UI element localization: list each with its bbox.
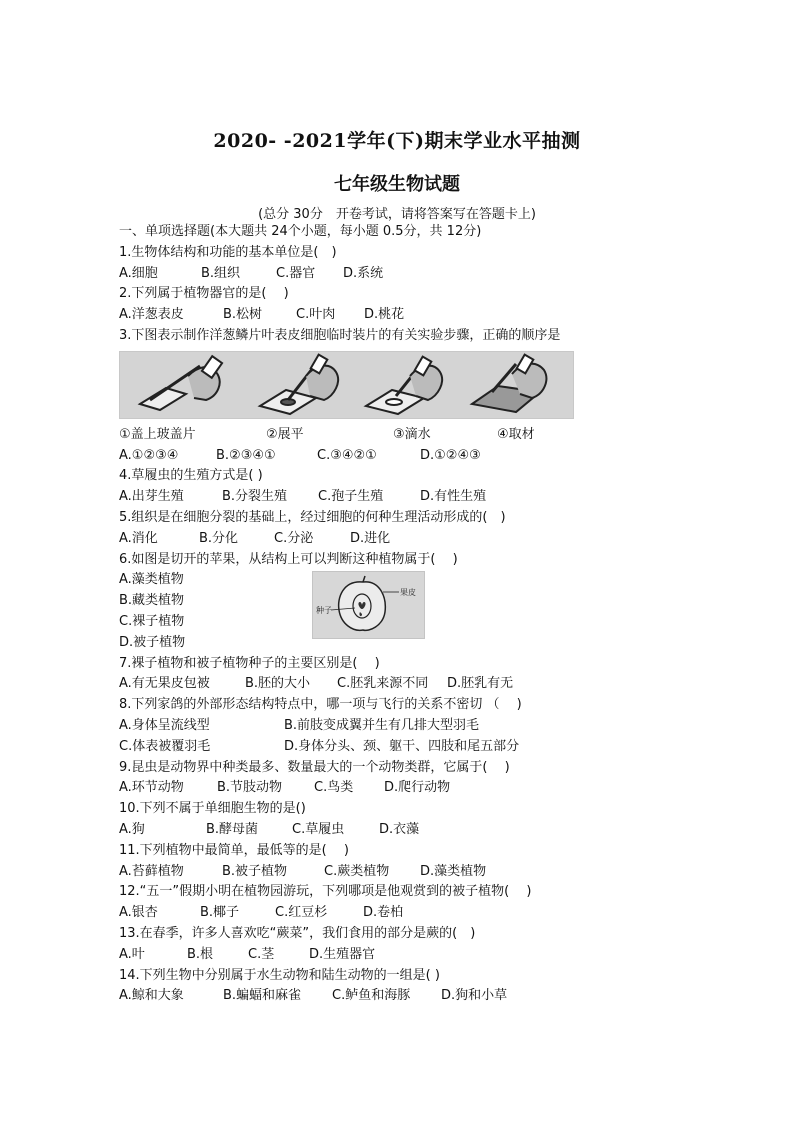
question-options bbox=[119, 778, 719, 799]
question-options bbox=[119, 529, 719, 550]
step-label: ①盖上玻盖片 bbox=[119, 426, 196, 442]
option: A.苔藓植物 bbox=[119, 863, 184, 879]
figure-label: 种子 bbox=[316, 606, 332, 616]
option: C.鲈鱼和海豚 bbox=[332, 988, 411, 1004]
question-options bbox=[119, 903, 719, 924]
option: B.前肢变成翼并生有几排大型羽毛 bbox=[284, 717, 480, 733]
exam-subtitle: 七年级生物试题 bbox=[334, 174, 460, 195]
option: A.环节动物 bbox=[119, 780, 184, 796]
question-options bbox=[119, 264, 719, 285]
option: D.狗和小草 bbox=[441, 988, 508, 1004]
slide-preparation-figure bbox=[119, 351, 574, 419]
option: B.松树 bbox=[223, 307, 263, 323]
option: A.洋葱表皮 bbox=[119, 307, 184, 323]
option: B.分裂生殖 bbox=[222, 489, 288, 505]
question-text: 4.草履虫的生殖方式是( ) bbox=[119, 468, 263, 484]
question-text: 6.如图是切开的苹果，从结构上可以判断这种植物属于( ) bbox=[119, 551, 458, 567]
option: B.组织 bbox=[201, 265, 241, 281]
option: D.桃花 bbox=[364, 307, 405, 323]
option: D.身体分头、颈、躯干、四肢和尾五部分 bbox=[284, 738, 520, 754]
option: B.胚的大小 bbox=[245, 676, 311, 692]
question-options bbox=[119, 986, 719, 1007]
option: C.茎 bbox=[248, 946, 275, 962]
question-text: 3.下图表示制作洋葱鳞片叶表皮细胞临时装片的有关实验步骤，正确的顺序是 bbox=[119, 327, 561, 343]
option: C.体表被覆羽毛 bbox=[119, 738, 211, 754]
option: C.蕨类植物 bbox=[324, 863, 390, 879]
question-options bbox=[119, 716, 719, 737]
question-options bbox=[119, 737, 719, 758]
option: B.根 bbox=[187, 946, 214, 962]
option: D.爬行动物 bbox=[384, 780, 451, 796]
option: D.生殖器官 bbox=[309, 946, 376, 962]
option: A.鲸和大象 bbox=[119, 988, 184, 1004]
option: C.叶肉 bbox=[296, 307, 336, 323]
question-text: 8.下列家鸽的外部形态结构特点中，哪一项与飞行的关系不密切 （ ) bbox=[119, 697, 522, 713]
option: B.藏类植物 bbox=[119, 593, 185, 609]
option: C.器官 bbox=[276, 265, 316, 281]
question-text: 7.裸子植物和被子植物种子的主要区别是( ) bbox=[119, 655, 380, 671]
option: B.节肢动物 bbox=[217, 780, 283, 796]
step-label: ③滴水 bbox=[393, 426, 431, 442]
option: D.衣藻 bbox=[379, 821, 420, 837]
option: A.叶 bbox=[119, 946, 145, 962]
option: C.草履虫 bbox=[292, 821, 345, 837]
question-text: 2.下列属于植物器官的是( ) bbox=[119, 286, 289, 302]
question-options bbox=[119, 446, 719, 467]
option: D.有性生殖 bbox=[420, 489, 487, 505]
question-options bbox=[119, 487, 719, 508]
option: B.椰子 bbox=[200, 905, 240, 921]
option: C.分泌 bbox=[274, 530, 314, 546]
figure-label: 果皮 bbox=[400, 588, 416, 598]
question-text: 1.生物体结构和功能的基本单位是( ) bbox=[119, 244, 337, 260]
option: A.消化 bbox=[119, 530, 158, 546]
option: D.胚乳有无 bbox=[447, 676, 514, 692]
question-options bbox=[119, 945, 719, 966]
question-options bbox=[119, 820, 719, 841]
option: C.孢子生殖 bbox=[318, 489, 384, 505]
option: B.酵母菌 bbox=[206, 821, 259, 837]
option: A.狗 bbox=[119, 821, 145, 837]
question-text: 9.昆虫是动物界中种类最多、数量最大的一个动物类群，它属于( ) bbox=[119, 759, 510, 775]
option: A.藻类植物 bbox=[119, 572, 184, 588]
option: C.红豆杉 bbox=[275, 905, 328, 921]
question-text: 10.下列不属于单细胞生物的是() bbox=[119, 801, 306, 817]
option: A.有无果皮包被 bbox=[119, 676, 210, 692]
question-options bbox=[119, 862, 719, 883]
step-label: ②展平 bbox=[266, 426, 304, 442]
option: C.裸子植物 bbox=[119, 613, 185, 629]
option: A.出芽生殖 bbox=[119, 489, 184, 505]
option: D.①②④③ bbox=[420, 447, 481, 463]
option: D.被子植物 bbox=[119, 634, 186, 650]
option: D.卷柏 bbox=[363, 905, 404, 921]
slide-steps-illustration bbox=[120, 352, 573, 418]
option: B.分化 bbox=[199, 530, 239, 546]
option: B.蝙蝠和麻雀 bbox=[223, 988, 302, 1004]
step-label: ④取材 bbox=[497, 426, 535, 442]
question-text: 5.组织是在细胞分裂的基础上，经过细胞的何种生理活动形成的( ) bbox=[119, 509, 506, 525]
option: C.③④②① bbox=[317, 447, 377, 463]
exam-note: (总分 30分 开卷考试，请将答案写在答题卡上) bbox=[258, 207, 536, 222]
question-text: 12.“五一”假期小明在植物园游玩，下列哪项是他观赏到的被子植物( ) bbox=[119, 884, 532, 900]
option: A.①②③④ bbox=[119, 447, 179, 463]
option: D.系统 bbox=[343, 265, 384, 281]
question-options bbox=[119, 674, 719, 695]
option: D.藻类植物 bbox=[420, 863, 487, 879]
question-6-block bbox=[119, 570, 719, 653]
option: A.身体呈流线型 bbox=[119, 717, 210, 733]
section-heading: 一、单项选择题(本大题共 24个小题，每小题 0.5分，共 12分) bbox=[119, 224, 482, 239]
option: C.鸟类 bbox=[314, 780, 354, 796]
question-list bbox=[119, 222, 719, 1007]
option: D.进化 bbox=[350, 530, 391, 546]
question-text: 13.在春季，许多人喜欢吃“蕨菜”，我们食用的部分是蕨的( ) bbox=[119, 925, 476, 941]
apple-illustration bbox=[313, 572, 424, 638]
option: B.②③④① bbox=[216, 447, 276, 463]
question-text: 11.下列植物中最简单，最低等的是( ) bbox=[119, 842, 349, 858]
option: C.胚乳来源不同 bbox=[337, 676, 429, 692]
option: A.细胞 bbox=[119, 265, 158, 281]
option: A.银杏 bbox=[119, 905, 158, 921]
exam-title: 2020- -2021学年(下)期末学业水平抽测 bbox=[213, 130, 581, 152]
apple-cross-section-figure bbox=[312, 571, 425, 639]
question-options bbox=[119, 305, 719, 326]
option: B.被子植物 bbox=[222, 863, 288, 879]
step-labels bbox=[119, 425, 719, 446]
question-text: 14.下列生物中分别属于水生动物和陆生动物的一组是( ) bbox=[119, 967, 440, 983]
